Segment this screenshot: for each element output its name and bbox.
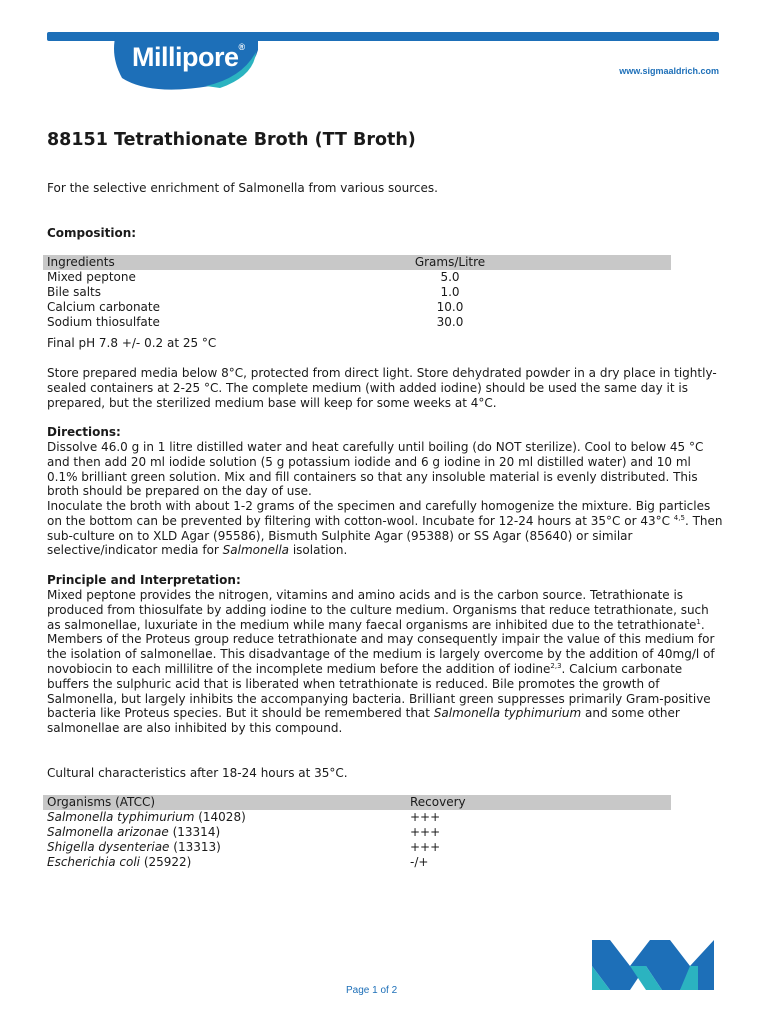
header-organisms: Organisms (ATCC) [47,795,156,809]
ingredient-name: Bile salts [47,285,101,299]
storage-text: Store prepared media below 8°C, protected from direct light. Store dehydrated powder in a dry place in tightly-sealed containers at 2-25 °C. The complete medium (with added iodine) should be used the same day it is prepared, but the sterilized medium base will keep for some weeks at 4°C. [47,366,717,410]
ingredient-amount: 1.0 [440,285,460,299]
organism-cell: Salmonella typhimurium (14028) [47,810,246,824]
table-row [43,270,671,285]
ingredient-name: Calcium carbonate [47,300,160,314]
table-row [43,315,671,330]
ingredient-amount: 30.0 [436,315,464,329]
page-number: Page 1 of 2 [346,985,398,996]
table-row [43,855,671,870]
website-url[interactable]: www.sigmaaldrich.com [619,66,719,76]
ingredient-amount: 5.0 [440,270,460,284]
table-header [43,255,671,270]
organism-cell: Salmonella arizonae (13314) [47,825,221,839]
ingredient-name: Mixed peptone [47,270,136,284]
document-body [47,130,723,869]
directions-p2: Inoculate the broth with about 1-2 grams of the specimen and carefully homogenize the mixture. Big particles on the bottom can be prevented by filtering with cotton-wool. Incubate for 12-24 hours at 35°C or 43°C $^{4,5}$. Then sub-culture on to XLD Agar (95586), Bismuth Sulphite Agar (95388) or SS Agar (85640) or similar selective/indicator media for Salmonella isolation. [47,499,723,558]
header-ingredients: Ingredients [47,255,115,269]
intro-text: For the selective enrichment of Salmonella from various sources. [47,181,438,195]
directions-p1: Dissolve 46.0 g in 1 litre distilled water and heat carefully until boiling (do NOT sterilize). Cool to below 45 °C and then add 20 ml iodide solution (5 g potassium iodide and 6 g iodine in 20 ml distilled water) and 10 ml 0.1% brilliant green solution. Mix and fill containers so that any insoluble material is evenly distributed. This broth should be prepared on the day of use. [47,440,704,499]
table-row [43,300,671,315]
table-header [43,795,671,810]
header-grams: Grams/Litre [414,255,486,269]
ingredient-name: Sodium thiosulfate [47,315,160,329]
recovery-cell: +++ [410,810,441,824]
recovery-cell: +++ [410,840,441,854]
composition-table [43,255,671,330]
table-row [43,810,671,825]
directions-heading: Directions: [47,425,121,439]
cultural-text: Cultural characteristics after 18-24 hours at 35°C. [47,766,348,780]
ingredient-amount: 10.0 [436,300,464,314]
table-row [43,840,671,855]
logo-text: Millipore® [132,42,245,72]
table-row [43,285,671,300]
organism-cell: Shigella dysenteriae (13313) [47,840,221,854]
header-recovery: Recovery [410,795,466,809]
recovery-cell: -/+ [410,855,429,869]
principle-text: Mixed peptone provides the nitrogen, vitamins and amino acids and is the carbon source. Tetrathionate is produced from thiosulfate by adding iodine to the culture medium. Organisms that reduce tetrathionate, such as salmonellae, luxuriate in the medium while many faecal organisms are inhibited due to the tetrathionate$^1$. Members of the Proteus group reduce tetrathionate and may consequently impair the value of this medium for the isolation of salmonellae. This disadvantage of the medium is largely overcome by the addition of 40mg/l of novobiocin to each millilitre of the incomplete medium before the addition of iodine$^{2,3}$. Calcium carbonate buffers the sulphuric acid that is liberated when tetrathionate is reduced. Bile promotes the growth of Salmonella, but largely inhibits the accompanying bacteria. Brilliant green suppresses primarily Gram-positive bacteria like Proteus species. But it should be remembered that Salmonella typhimurium and some other salmonellae are also inhibited by this compound. [47,588,715,736]
recovery-cell: +++ [410,825,441,839]
millipore-logo [110,26,260,96]
final-ph: Final pH 7.8 +/- 0.2 at 25 °C [47,336,217,350]
organism-cell: Escherichia coli (25922) [47,855,192,869]
page-title: 88151 Tetrathionate Broth (TT Broth) [47,130,416,150]
table-row [43,825,671,840]
organisms-table [43,795,671,870]
composition-heading: Composition: [47,226,137,240]
principle-heading: Principle and Interpretation: [47,573,241,587]
m-brand-mark-icon [590,936,716,992]
